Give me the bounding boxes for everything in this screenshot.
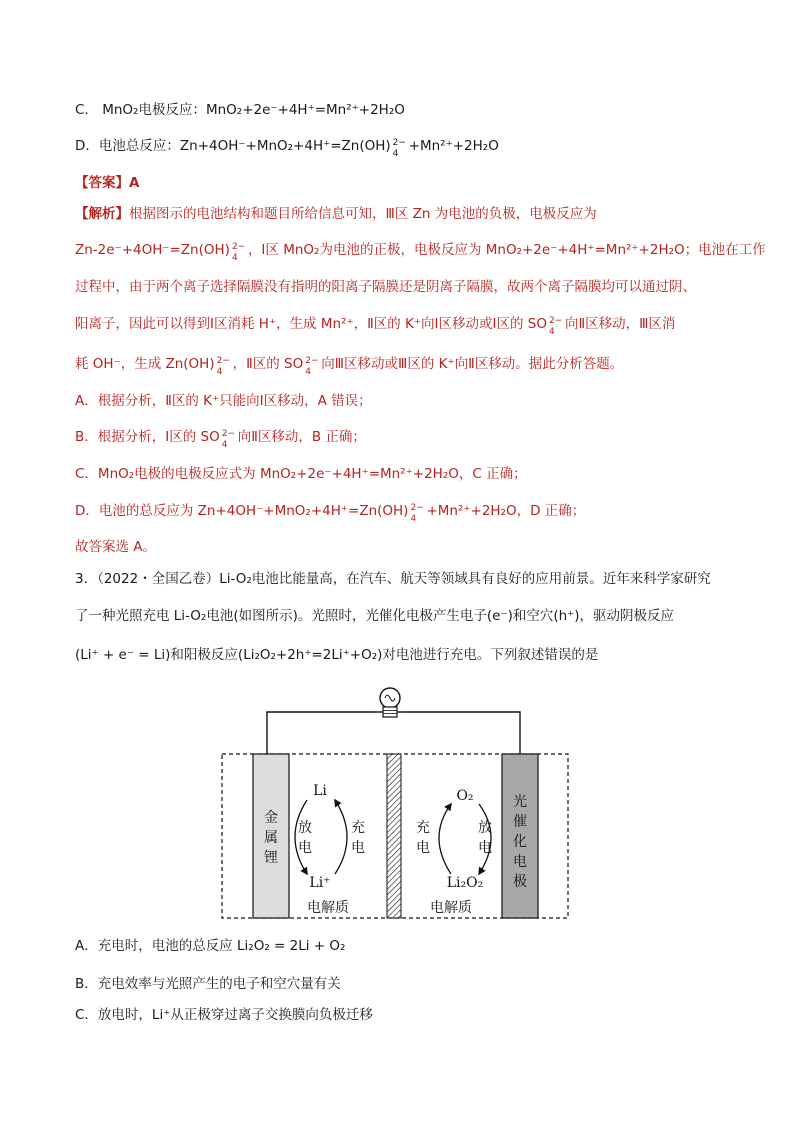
option-c: C． MnO₂电极反应：MnO₂+2e⁻+4H⁺=Mn²⁺+2H₂O [75,102,405,118]
ion-exchange-membrane [387,754,401,918]
electrolyte-right-label: 电解质 [430,900,472,916]
left-charge-arrow [335,800,347,874]
electrolyte-left-label: 电解质 [307,900,349,916]
left-species-li-ion: Li⁺ [309,875,331,891]
left-electrode-char-1: 属 [264,830,278,846]
question-3-line-2: 了一种光照充电 Li-O₂电池(如图所示)。光照时，光催化电极产生电子(e⁻)和空穴(h⁺)，驱动阴极反应 [75,608,675,624]
option-d: D．电池总反应：Zn+4OH⁻+MnO₂+4H⁺=Zn(OH) 2− 4 +Mn²⁺+2H₂O [75,138,499,159]
analysis-line-3: 过程中，由于两个离子选择隔膜没有指明的阳离子隔膜还是阴离子隔膜，故两个离子隔膜均可以通过阴、 [75,279,696,295]
right-discharge-char-1: 电 [478,840,492,856]
question-3-line-1: 3．（2022・全国乙卷）Li-O₂电池比能量高，在汽车、航天等领域具有良好的应用前景。近年来科学家研究 [75,571,711,587]
answer-label: 【答案】A [75,175,140,191]
analysis-line-1: 【解析】根据图示的电池结构和题目所给信息可知，Ⅲ区 Zn 为电池的负极，电极反应为 [75,206,597,222]
right-charge-char-1: 电 [416,840,430,856]
left-electrode-char-2: 锂 [264,850,278,866]
right-discharge-char-0: 放 [478,820,492,836]
question-3-line-3: (Li⁺ + e⁻ = Li)和阳极反应(Li₂O₂+2h⁺=2Li⁺+O₂)对电池进行充电。下列叙述错误的是 [75,647,599,663]
right-charge-char-0: 充 [416,820,430,836]
analysis-line-2: Zn-2e⁻+4OH⁻=Zn(OH) 2− 4 ，Ⅰ区 MnO₂为电池的正极，电极反应为 MnO₂+2e⁻+4H⁺=Mn²⁺+2H₂O；电池在工作 [75,242,766,263]
analysis-d: D．电池的总反应为 Zn+4OH⁻+MnO₂+4H⁺=Zn(OH) 2− 4 +Mn²⁺+2H₂O，D 正确； [75,503,586,524]
battery-diagram [215,682,575,922]
external-circuit [267,688,520,754]
analysis-a: A．根据分析，Ⅱ区的 K⁺只能向Ⅰ区移动，A 错误； [75,393,372,409]
right-species-o2: O₂ [456,788,474,804]
light-bulb-icon [375,688,405,717]
right-discharge-arrow [479,804,491,874]
left-discharge-char-0: 放 [298,820,312,836]
right-electrode-char-2: 化 [513,834,527,850]
option-c-q3: C．放电时，Li⁺从正极穿过离子交换膜向负极迁移 [75,1007,373,1023]
right-electrode-char-0: 光 [513,794,527,810]
right-species-li2o2: Li₂O₂ [446,875,484,891]
analysis-line-5: 耗 OH⁻，生成 Zn(OH) 2− 4 ，Ⅱ区的 SO 2− 4 向Ⅲ区移动或Ⅲ区的 K⁺向Ⅱ区移动。据此分析答题。 [75,356,624,377]
right-electrode-char-4: 极 [513,874,527,890]
right-electrode-char-3: 电 [513,854,527,870]
left-charge-char-0: 充 [351,820,365,836]
left-discharge-arrow [295,800,307,874]
left-discharge-char-1: 电 [298,840,312,856]
option-a: A．充电时，电池的总反应 Li₂O₂ = 2Li + O₂ [75,938,346,954]
conclusion: 故答案选 A。 [75,539,157,555]
left-charge-char-1: 电 [351,840,365,856]
analysis-b: B．根据分析，Ⅰ区的 SO 2− 4 向Ⅱ区移动，B 正确； [75,429,366,450]
analysis-line-4: 阳离子，因此可以得到Ⅰ区消耗 H⁺，生成 Mn²⁺，Ⅱ区的 K⁺向Ⅰ区移动或Ⅰ区的 SO 2− 4 向Ⅱ区移动，Ⅲ区消 [75,316,676,337]
left-species-li: Li [313,783,327,799]
right-electrode-char-1: 催 [513,814,527,830]
right-charge-arrow [439,804,451,874]
analysis-c: C．MnO₂电极的电极反应式为 MnO₂+2e⁻+4H⁺=Mn²⁺+2H₂O，C 正确； [75,466,527,482]
zincate-charge: 2− 4 [392,138,406,159]
left-electrode-char-0: 金 [264,810,278,826]
option-b: B．充电效率与光照产生的电子和空穴量有关 [75,976,341,992]
